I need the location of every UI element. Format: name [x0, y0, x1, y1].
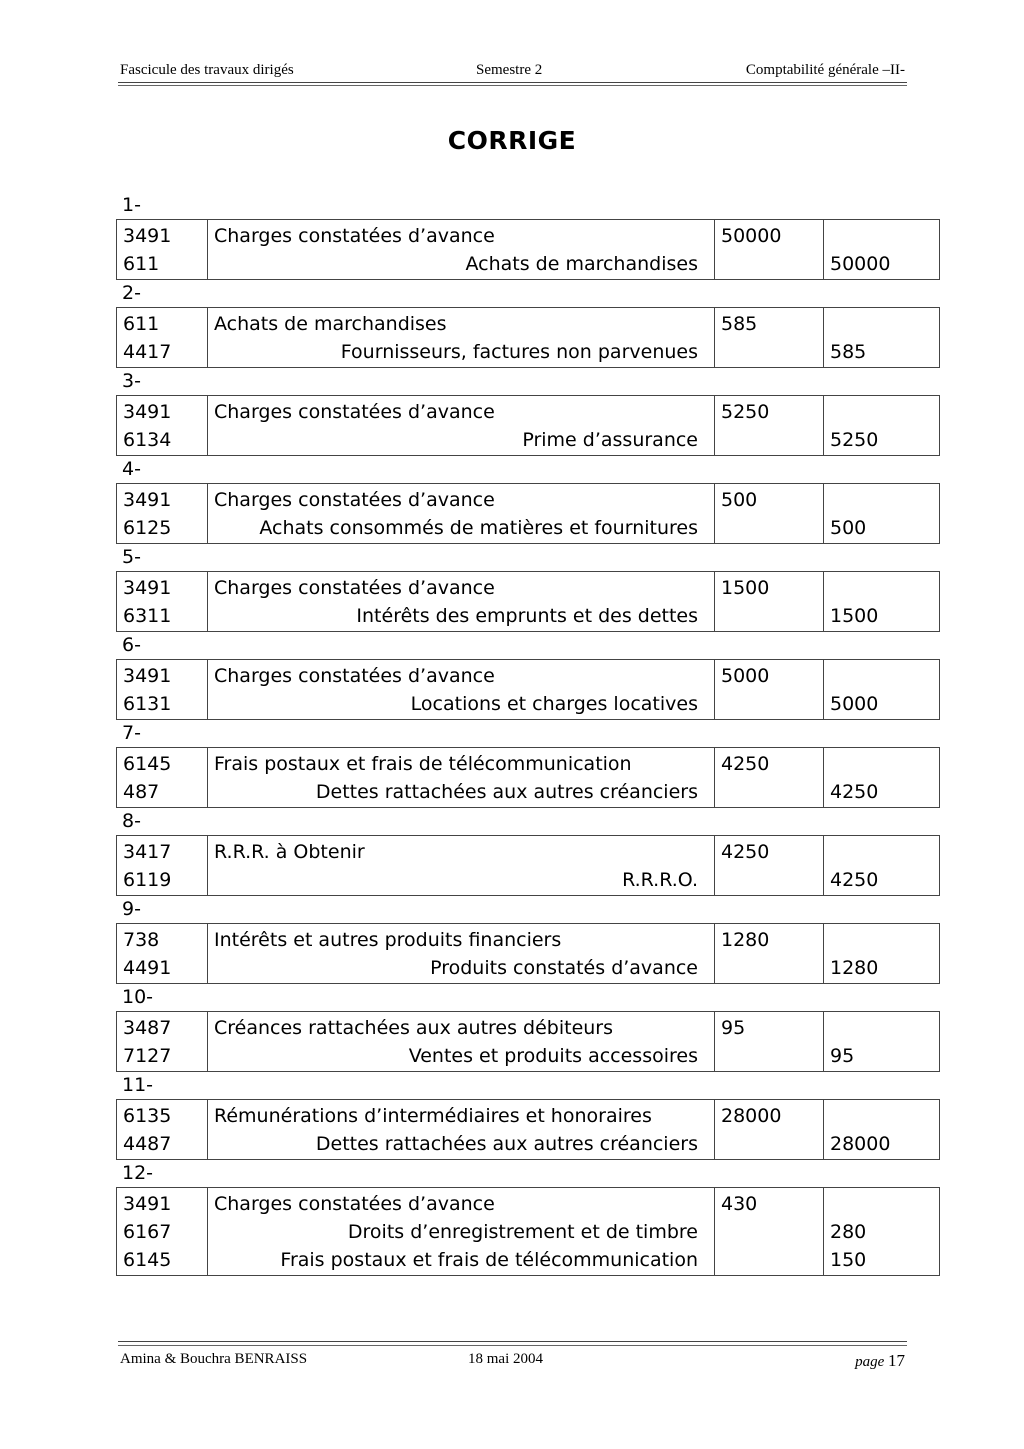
col-credit: [823, 484, 941, 543]
debit-amount: 5250: [721, 401, 770, 423]
entry-number: 7-: [122, 722, 141, 744]
journal-entry: [116, 923, 940, 984]
credit-amount: [830, 486, 935, 514]
account-number: 487: [123, 781, 160, 803]
col-account: [117, 1012, 207, 1071]
account-label: Frais postaux et frais de télécommunication: [214, 753, 632, 775]
journal-entries: [116, 192, 940, 1276]
account-number: 3491: [123, 225, 172, 247]
debit-amount: [721, 338, 817, 366]
credit-amount: [830, 1014, 935, 1042]
journal-entry: [116, 483, 940, 544]
account-label: Créances rattachées aux autres débiteurs: [214, 1017, 614, 1039]
col-credit: [823, 924, 941, 983]
account-number: 4417: [123, 341, 172, 363]
col-debit: [714, 1100, 823, 1159]
account-label: Droits d’enregistrement et de timbre: [347, 1221, 698, 1243]
credit-amount: 1280: [830, 957, 879, 979]
entry-number: 1-: [122, 194, 141, 216]
debit-amount: 95: [721, 1017, 746, 1039]
account-number: 6134: [123, 429, 172, 451]
debit-amount: 500: [721, 489, 758, 511]
debit-amount: [721, 514, 817, 542]
account-number: 7127: [123, 1045, 172, 1067]
account-number: 3491: [123, 665, 172, 687]
col-credit: [823, 1100, 941, 1159]
journal-entry: [116, 747, 940, 808]
col-label: [207, 572, 714, 631]
col-debit: [714, 1188, 823, 1275]
col-label: [207, 748, 714, 807]
debit-amount: [721, 1130, 817, 1158]
account-number: 6145: [123, 753, 172, 775]
col-account: [117, 748, 207, 807]
col-account: [117, 220, 207, 279]
col-credit: [823, 1188, 941, 1275]
col-account: [117, 660, 207, 719]
page-footer: [118, 1341, 907, 1372]
credit-amount: 4250: [830, 869, 879, 891]
col-debit: [714, 308, 823, 367]
credit-amount: [830, 1190, 935, 1218]
account-label: Rémunérations d’intermédiaires et honoraires: [214, 1105, 652, 1127]
col-debit: [714, 572, 823, 631]
account-label: Charges constatées d’avance: [214, 665, 495, 687]
debit-amount: 4250: [721, 841, 770, 863]
footer-page: [855, 1351, 905, 1371]
account-number: 611: [123, 253, 160, 275]
col-credit: [823, 660, 941, 719]
credit-amount: 5000: [830, 693, 879, 715]
col-debit: [714, 660, 823, 719]
account-label: Prime d’assurance: [522, 429, 698, 451]
col-debit: [714, 748, 823, 807]
col-account: [117, 396, 207, 455]
debit-amount: 28000: [721, 1105, 782, 1127]
credit-amount: 28000: [830, 1133, 891, 1155]
col-label: [207, 396, 714, 455]
account-number: 3491: [123, 489, 172, 511]
col-debit: [714, 924, 823, 983]
account-label: Charges constatées d’avance: [214, 225, 495, 247]
header-subject: Comptabilité générale –II-: [745, 62, 905, 78]
account-label: Charges constatées d’avance: [214, 1193, 495, 1215]
col-account: [117, 924, 207, 983]
col-credit: [823, 1012, 941, 1071]
col-credit: [823, 396, 941, 455]
account-label: Charges constatées d’avance: [214, 489, 495, 511]
debit-amount: [721, 250, 817, 278]
header-course-title: Fascicule des travaux dirigés: [120, 62, 294, 78]
col-debit: [714, 396, 823, 455]
debit-amount: [721, 954, 817, 982]
col-credit: [823, 748, 941, 807]
account-number: 6131: [123, 693, 172, 715]
account-number: 3491: [123, 401, 172, 423]
account-number: 6125: [123, 517, 172, 539]
debit-amount: [721, 690, 817, 718]
credit-amount: 585: [830, 341, 867, 363]
account-label: Achats de marchandises: [465, 253, 698, 275]
account-label: Dettes rattachées aux autres créanciers: [315, 1133, 698, 1155]
debit-amount: 1500: [721, 577, 770, 599]
entry-number: 6-: [122, 634, 141, 656]
footer-authors: Amina & Bouchra BENRAISS: [120, 1351, 308, 1367]
debit-amount: 4250: [721, 753, 770, 775]
entry-number: 11-: [122, 1074, 154, 1096]
entry-number: 5-: [122, 546, 141, 568]
col-label: [207, 1012, 714, 1071]
account-label: Achats de marchandises: [214, 313, 447, 335]
account-number: 3487: [123, 1017, 172, 1039]
col-account: [117, 484, 207, 543]
entry-number: 9-: [122, 898, 141, 920]
account-number: 6167: [123, 1221, 172, 1243]
journal-entry: [116, 1187, 940, 1276]
account-number: 6135: [123, 1105, 172, 1127]
journal-entry: [116, 835, 940, 896]
journal-entry: [116, 1011, 940, 1072]
entry-number: 4-: [122, 458, 141, 480]
debit-amount: [721, 1246, 817, 1274]
credit-amount: [830, 574, 935, 602]
col-label: [207, 484, 714, 543]
account-label: Dettes rattachées aux autres créanciers: [315, 781, 698, 803]
entry-number: 8-: [122, 810, 141, 832]
debit-amount: [721, 866, 817, 894]
col-account: [117, 572, 207, 631]
account-label: Intérêts et autres produits financiers: [214, 929, 562, 951]
journal-entry: [116, 1099, 940, 1160]
col-debit: [714, 1012, 823, 1071]
account-label: Charges constatées d’avance: [214, 577, 495, 599]
entry-number: 10-: [122, 986, 154, 1008]
footer-page-word: page: [855, 1354, 885, 1370]
account-label: R.R.R. à Obtenir: [214, 841, 365, 863]
account-label: Produits constatés d’avance: [430, 957, 698, 979]
col-account: [117, 836, 207, 895]
credit-amount: 150: [830, 1249, 867, 1271]
col-label: [207, 924, 714, 983]
journal-entry: [116, 571, 940, 632]
account-number: 3491: [123, 577, 172, 599]
col-label: [207, 1100, 714, 1159]
debit-amount: [721, 778, 817, 806]
account-number: 738: [123, 929, 160, 951]
entry-number: 12-: [122, 1162, 154, 1184]
col-account: [117, 1100, 207, 1159]
credit-amount: [830, 926, 935, 954]
debit-amount: 585: [721, 313, 758, 335]
account-label: Achats consommés de matières et fournitures: [259, 517, 698, 539]
col-account: [117, 1188, 207, 1275]
journal-entry: [116, 395, 940, 456]
credit-amount: 5250: [830, 429, 879, 451]
debit-amount: [721, 1042, 817, 1070]
col-label: [207, 1188, 714, 1275]
account-label: R.R.R.O.: [622, 869, 698, 891]
account-number: 6145: [123, 1249, 172, 1271]
credit-amount: [830, 1102, 935, 1130]
account-label: Ventes et produits accessoires: [408, 1045, 698, 1067]
debit-amount: [721, 1218, 817, 1246]
credit-amount: [830, 310, 935, 338]
col-account: [117, 308, 207, 367]
account-number: 4491: [123, 957, 172, 979]
credit-amount: 50000: [830, 253, 891, 275]
debit-amount: 5000: [721, 665, 770, 687]
credit-amount: 95: [830, 1045, 855, 1067]
account-number: 4487: [123, 1133, 172, 1155]
account-label: Charges constatées d’avance: [214, 401, 495, 423]
credit-amount: [830, 222, 935, 250]
account-label: Frais postaux et frais de télécommunication: [280, 1249, 698, 1271]
account-number: 3491: [123, 1193, 172, 1215]
account-number: 6119: [123, 869, 172, 891]
entry-number: 3-: [122, 370, 141, 392]
debit-amount: [721, 602, 817, 630]
account-number: 6311: [123, 605, 172, 627]
credit-amount: 1500: [830, 605, 879, 627]
account-number: 3417: [123, 841, 172, 863]
page-title: CORRIGE: [447, 126, 577, 155]
journal-entry: [116, 659, 940, 720]
journal-entry: [116, 219, 940, 280]
entry-number: 2-: [122, 282, 141, 304]
credit-amount: [830, 398, 935, 426]
col-label: [207, 308, 714, 367]
col-label: [207, 220, 714, 279]
account-label: Fournisseurs, factures non parvenues: [340, 341, 698, 363]
col-credit: [823, 220, 941, 279]
debit-amount: 50000: [721, 225, 782, 247]
account-label: Locations et charges locatives: [410, 693, 698, 715]
credit-amount: [830, 838, 935, 866]
debit-amount: 1280: [721, 929, 770, 951]
col-label: [207, 660, 714, 719]
footer-date: 18 mai 2004: [468, 1351, 543, 1367]
header-semester: Semestre 2: [476, 62, 543, 78]
credit-amount: 4250: [830, 781, 879, 803]
credit-amount: [830, 662, 935, 690]
credit-amount: 500: [830, 517, 867, 539]
account-label: Intérêts des emprunts et des dettes: [356, 605, 698, 627]
debit-amount: 430: [721, 1193, 758, 1215]
footer-page-number: 17: [888, 1351, 905, 1370]
debit-amount: [721, 426, 817, 454]
credit-amount: 280: [830, 1221, 867, 1243]
col-debit: [714, 220, 823, 279]
col-debit: [714, 836, 823, 895]
credit-amount: [830, 750, 935, 778]
col-credit: [823, 572, 941, 631]
col-debit: [714, 484, 823, 543]
col-credit: [823, 836, 941, 895]
col-label: [207, 836, 714, 895]
account-number: 611: [123, 313, 160, 335]
page-header: [118, 58, 907, 83]
journal-entry: [116, 307, 940, 368]
col-credit: [823, 308, 941, 367]
